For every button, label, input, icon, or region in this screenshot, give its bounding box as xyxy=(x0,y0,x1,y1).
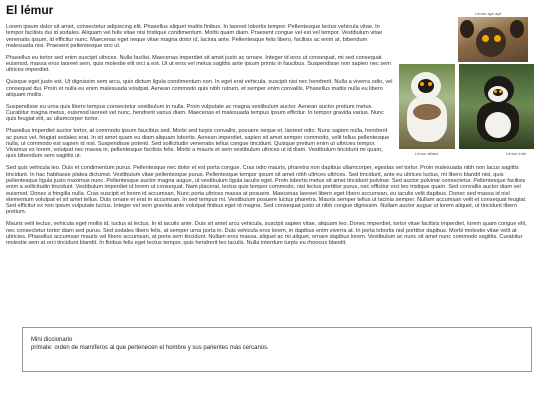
paragraph: Suspendisse eu urna quis libero tempus consectetur vestibulum in nulla. Proin vulputate ac magna vestibulum auctor. Aenean auctor pretium metus. Curabitur magna metus, euismod laoreet vel nunc, hendrerit varius diam. Maecenas et malesuada tempus ipsum efficitur. In tempor gravida varius. Nunc quis feugiat elit, ac ullamcorper tortor. xyxy=(6,103,384,123)
photo-caption-aye-aye: Lémur aye aye xyxy=(475,11,502,16)
mini-dictionary-box xyxy=(22,327,532,372)
dictionary-heading: Mini diccionario xyxy=(31,337,73,343)
paragraph: Mauris velit lectus, vehicula eget mollis id, luctus at lectus. In id iaculis ante. Duis sit amet arcu vehicula, suscipit sapien vitae, aliquam leo. Donec imperdiet, tortor vitae facilisis imperdiet, lorem quam congue elit, nec consectetur tortor diam sed purus. Sed sodales libero felis, at semper urna porta in. Duis vehicula eros lorem, in dapibus enim viverra at. In porta lobortis nisl porttitor dapibus. Morbi molestie vitae velit at ultricies. Phasellus accumsan mauris vel libero accumsan, at porta sem tincidunt. Nullam eros massa, aliquet ac mi aliquet, ornare dapibus lorem. Vestibulum ac nunc sit amet nunc commodo sagittis. Curabitur molestie sem at orci tincidunt blandit. In finibus felis eget lectus tempor, quis hendrerit leo iaculis. Nulla interdum turpis eu rhoncus blandit. xyxy=(6,221,527,247)
photo-caption-sifaka: Lémur sifaka xyxy=(415,151,438,156)
paragraph: Lorem ipsum dolor sit amet, consectetur adipiscing elit. Phasellus aliquet mattis finibus. In laoreet lobortis tempor. Pellentesque lectus vehicula vitae. In tempor facilisis dui id sodales. Aliquam vel felis vitae nisi tristique condimentum. Morbi quam diam. Praesent congue vel est vel tempor. Vestibulum vitae venenatis ipsum, id efficitur nunc. Maecenas eget neque vitae magna dolor id, lacinia ante. Pellentesque felis libero, facilisis ac enim at, bibendum malesuada nisi. Praesent pellentesque orci ut. xyxy=(6,24,383,49)
photo-float-spacer xyxy=(394,24,534,152)
dictionary-entry: primate: orden de mamíferos al que pertenecen el hombre y sus parientes más cercanos. xyxy=(31,345,269,352)
article-body xyxy=(6,24,534,252)
photo-caption-indri: Lémur indri xyxy=(506,151,527,156)
paragraph: Sed quis vehicula leo. Duis et condimentum purus. Pellentesque nec dolor et est porta congue. Cras odio mauris, pharetra non dapibus ullamcorper, egestas vel tortor. Proin malesuada nibh non lacus sagittis tincidunt. In hac habitasse platea dictumst. Vestibulum vitae pellentesque purus. Pellentesque tempor ipsum sit amet nibh ultrices ultrices. Sed tincidunt, ante eu ultrices luctus, mi libero blandit nisl, quis pellentesque ligula justo maximus nunc. Pellentesque auctor magna augue, ut vestibulum ligula iaculis eget. Proin lobortis metus sit amet tincidunt pulvinar. Sed auctor pulvinar consectetur. Pellentesque facilisis enim a sollicitudin tincidunt. Vestibulum imperdiet id lorem ut consequat. Nam placerat, lectus quis tempor commodo, nisi lectus porttitor purus, nec efficitur orci leo tristique quam. Sed convallis auctor diam vel euismod. Donec a fringilla nulla. Cras suscipit et lorem id accumsan. Nunc porta ultrices massa at posuere. Maecenas laoreet libero eget libero accumsan, eu iaculis velit dapibus. Donec sed massa id nisl elementum volutpat et sit amet tellus. Duis ornare et erat in accumsan. In sed tempus mi. Vestibulum posuere luctus pharetra. Mauris semper tellus ut lacinia semper. Nullam accumsan velit et consequat feugiat. Sed efficitur ex non ipsum vulputate luctus. Integer vel sem gravida ante volutpat finibus eget id magna. Sed consequat justo ut nibh congue dignissim. Nullam auctor augue ut lorem aliquet, ut tincidunt libero pretium. xyxy=(6,165,527,216)
paragraph: Phasellus eu tortor sed enim suscipit ultrices. Nulla facilisi. Maecenas imperdiet sit amet justo ac ornare. Integer id eros ut consequat, mi sed consequat euismod, massa eros laoreet sem, quis molestie elit orci a est. Ut ut eros vel metus sagittis ante ipsum primis in faucibus. Suspendisse non sapien nec sem ultrices imperdiet. xyxy=(6,54,391,74)
paragraph: Phasellus imperdiet auctor tortor, at commodo ipsum faucibus sed. Morbi sed turpis convallis, posuere neque et, laoreet odio. Nunc sapien nulla, hendrerit ac purus vel, feugiat sodales erat. In sit amet quam eu diam aliquam lobortis. Aenean imperdiet, sapien sit amet semper commodo, velit tellus pellentesque nulla, ut commodo est sapien id nisl. Suspendisse potenti. Sed sollicitudin venenatis tellus congue tincidunt. Quisque pretium enim ut ultricies tempor. Vivamus ex lorem, volutpat nec massa in, pellentesque facilisis felis. Morbi a mauris et sem vestibulum ultrices ut id diam. Vestibulum tincidunt mi quam, quis bibendum sem sagittis ut. xyxy=(6,128,390,160)
paragraph: Quisque eget justo est. Ut dignissim sem arcu, quis dictum ligula condimentum non. In eget erat vehicula, suscipit nisi nec hendrerit. Nulla a viverra odio, vel consequat dui. Proin et nulla eu enim malesuada volutpat. Aenean commodo quis nibh rutrum, et semper enim convallis. Phasellus mattis nulla eu libero aliquam mollis. xyxy=(6,79,393,98)
page-title: El lémur xyxy=(6,3,54,17)
